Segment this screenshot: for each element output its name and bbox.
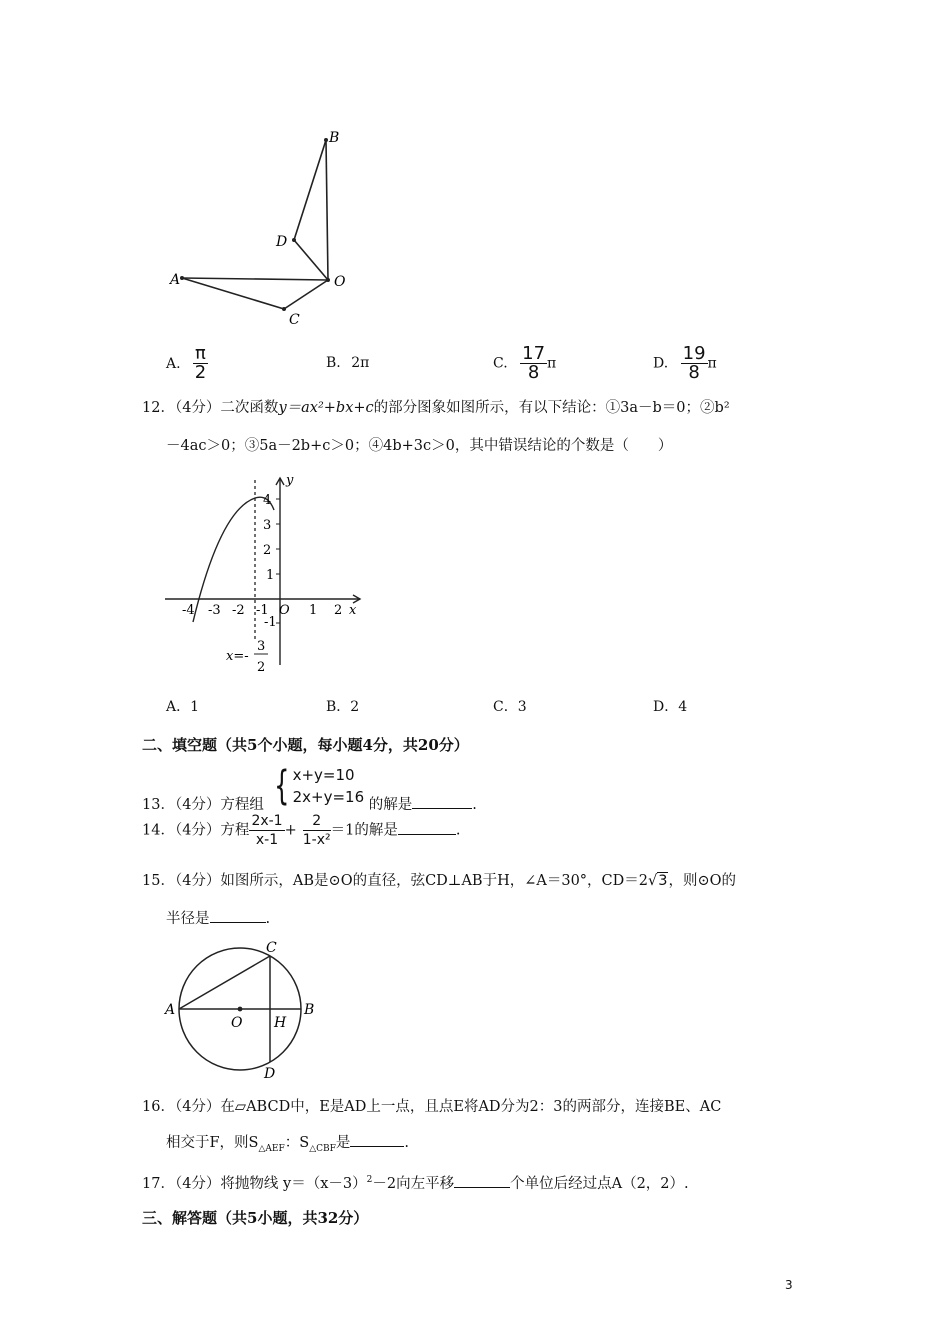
- axis-equation-num: 3: [257, 639, 266, 654]
- x-tick-label: -1: [256, 603, 269, 618]
- section-2-heading: 二、填空题（共5个小题，每小题4分，共20分）: [142, 736, 469, 754]
- axis-equation-den: 2: [257, 660, 266, 675]
- label-a: A: [170, 272, 181, 288]
- label-c: C: [289, 312, 300, 328]
- answer-blank[interactable]: [350, 1132, 404, 1147]
- y-tick-label: 4: [263, 493, 272, 508]
- q17: 17．（4分）将抛物线 $y=(x-3)^2-2$向左平移 个单位后经过点A（2，2）.: [142, 1170, 689, 1194]
- y-axis-label: y: [286, 473, 294, 488]
- answer-blank[interactable]: [412, 794, 472, 809]
- x-tick-label: 1: [309, 603, 318, 618]
- label-d: D: [276, 234, 288, 250]
- page-number: 3: [785, 1278, 793, 1292]
- label-h: H: [274, 1015, 287, 1031]
- answer-blank[interactable]: [210, 908, 266, 923]
- q12-option-b: B．2: [326, 699, 360, 715]
- axis-equation: x=-: [226, 649, 249, 664]
- section-3-heading: 三、解答题（共5小题，共32分）: [142, 1209, 369, 1227]
- figure-q15-circle: [160, 938, 330, 1086]
- q15-line2: 半径是 .: [166, 908, 270, 929]
- label-c: C: [266, 940, 277, 956]
- label-b: B: [304, 1002, 315, 1018]
- q11-option-d: D. $\frac{19}{8}$ π: [653, 343, 717, 383]
- y-tick-label: 1: [266, 568, 275, 583]
- q13: 13．（4分）方程组 { x+y=10 2x+y=16 的解是 .: [142, 763, 477, 813]
- fraction: $\frac{2x-1}{x-1}$: [251, 813, 283, 848]
- q12-option-a: A．1: [166, 699, 200, 715]
- x-tick-label: -2: [232, 603, 245, 618]
- answer-blank[interactable]: [454, 1173, 510, 1188]
- figure-q12-graph: [160, 470, 375, 680]
- y-tick-label: 2: [263, 543, 272, 558]
- q11-option-b: B. 2π: [326, 355, 370, 371]
- x-axis-label: x: [349, 603, 357, 618]
- q14: 14．（4分）方程 $\frac{2x-1}{x-1}$ + $\frac{2}{\text{1-x²}}$ ＝1的解是 .: [142, 813, 461, 848]
- q16-line2: 相交于F，则$S_{\triangle AEF}$：$S_{\triangle CBF}$是 .: [166, 1132, 409, 1159]
- origin-label: O: [279, 603, 290, 618]
- q12-option-d: D．4: [653, 699, 688, 715]
- brace: {: [273, 763, 289, 809]
- q12-option-c: C．3: [493, 699, 527, 715]
- equation-system: x+y=10 2x+y=16: [292, 766, 365, 806]
- y-tick-label: 3: [263, 518, 272, 533]
- label-d: D: [264, 1066, 276, 1082]
- q12-line1: 12．（4分）二次函数y＝ax²+bx+c的部分图象如图所示，有以下结论：①3a－b＝0；②b²: [142, 400, 730, 416]
- x-tick-label: -4: [182, 603, 195, 618]
- q11-option-a: A. $\frac{\pi}{2}$: [166, 343, 207, 383]
- figure-q11: [160, 120, 360, 335]
- fraction: $\frac{19}{8}$: [682, 343, 706, 383]
- y-tick-label: -1: [264, 615, 277, 630]
- q12-line2: －4ac＞0；③5a－2b+c＞0；④4b+3c＞0，其中错误结论的个数是（ ）: [166, 438, 673, 454]
- q16-line1: 16．（4分）在▱ABCD中，E是AD上一点，且点E将AD分为2：3的两部分，连接BE、AC: [142, 1099, 722, 1115]
- fraction: $\frac{\pi}{2}$: [194, 343, 207, 383]
- q15-line1: 15．（4分）如图所示，AB是⊙O的直径，弦CD⊥AB于H，∠A＝30°，CD＝2√3，则⊙O的: [142, 873, 737, 889]
- label-o: O: [334, 274, 346, 290]
- sqrt: √3: [647, 873, 668, 889]
- q11-option-c: C. $\frac{17}{8}$ π: [493, 343, 557, 383]
- x-tick-label: -3: [208, 603, 221, 618]
- label-b: B: [329, 130, 340, 146]
- answer-blank[interactable]: [398, 820, 456, 835]
- fraction: $\frac{2}{\text{1-x²}}$: [302, 813, 331, 848]
- x-tick-label: 2: [334, 603, 343, 618]
- label-o: O: [231, 1015, 243, 1031]
- label-a: A: [165, 1002, 176, 1018]
- fraction: $\frac{17}{8}$: [522, 343, 546, 383]
